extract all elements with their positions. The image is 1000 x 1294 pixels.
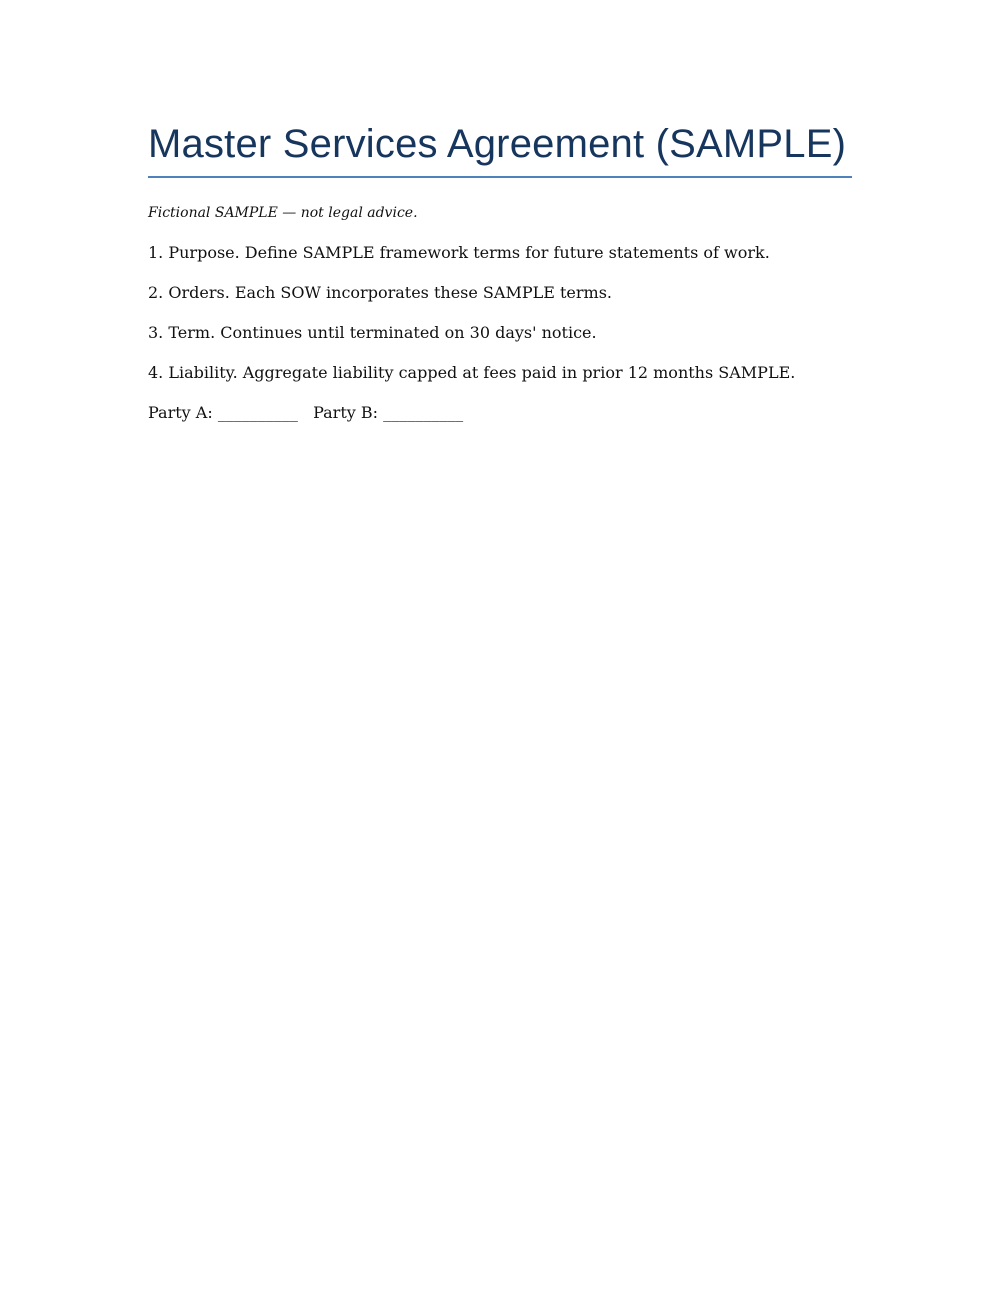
clause-term: 3. Term. Continues until terminated on 30 days' notice. [148, 323, 597, 342]
document-page [148, 118, 852, 423]
title-underline-divider [148, 176, 852, 178]
clause-purpose: 1. Purpose. Define SAMPLE framework terms for future statements of work. [148, 243, 770, 262]
disclaimer-note: Fictional SAMPLE — not legal advice. [148, 205, 418, 221]
signature-lines: Party A: __________ Party B: __________ [148, 403, 464, 422]
clause-orders: 2. Orders. Each SOW incorporates these SAMPLE terms. [148, 283, 612, 302]
clause-liability: 4. Liability. Aggregate liability capped at fees paid in prior 12 months SAMPLE. [148, 363, 796, 382]
document-title: Master Services Agreement (SAMPLE) [148, 122, 847, 166]
